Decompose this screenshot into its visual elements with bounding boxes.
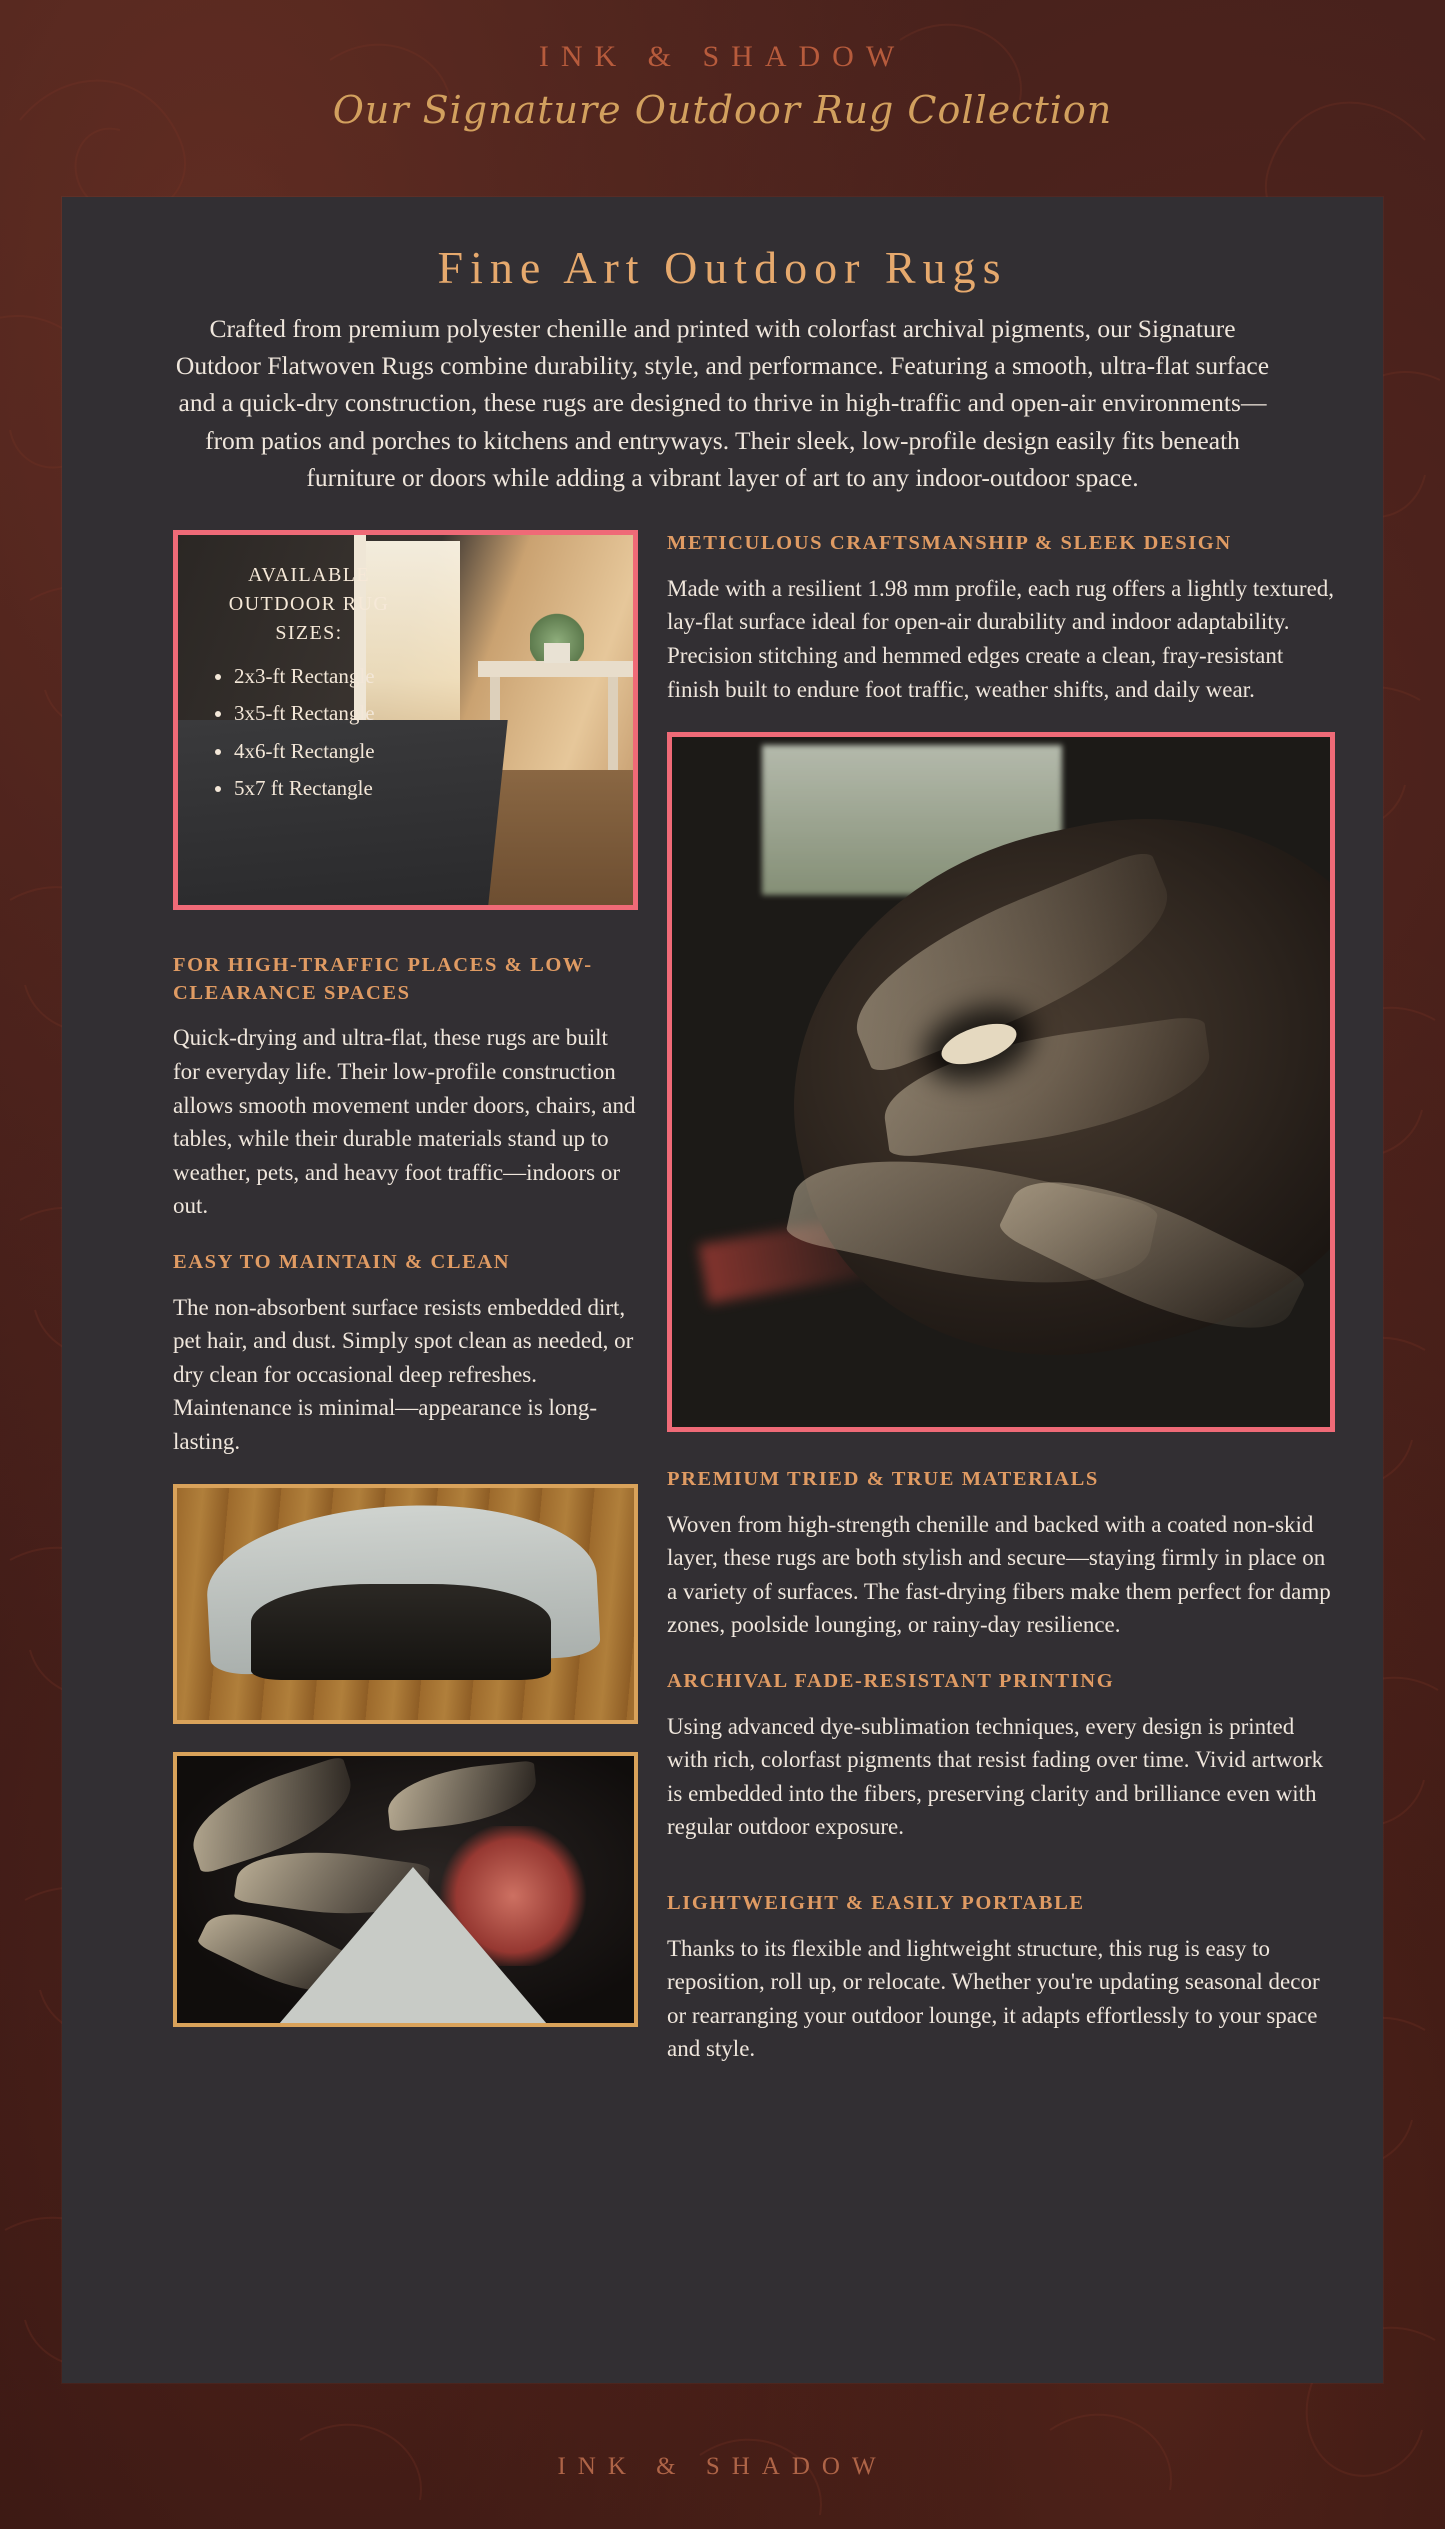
section-body-easy-clean: The non-absorbent surface resists embedded dirt, pet hair, and dust. Simply spot clean as needed, or dry clean for occasional deep refreshes. Maintenance is minimal—appearance is long-lasting. bbox=[173, 1294, 634, 1454]
list-item: • 4x6-ft Rectangle bbox=[234, 733, 418, 770]
section-body-high-traffic: Quick-drying and ultra-flat, these rugs are built for everyday life. Their low-profile construction allows smooth movement under doors, chairs, and tables, while their durable materials stand up to weather, pets, and heavy foot traffic—indoors or out. bbox=[173, 1025, 636, 1219]
photo-rug-artwork-corner bbox=[173, 1752, 638, 2027]
photo-rolled-rug bbox=[667, 732, 1335, 1432]
section-heading-easy-clean: EASY TO MAINTAIN & CLEAN bbox=[173, 1250, 511, 1273]
poster-header bbox=[0, 40, 1445, 132]
content-card bbox=[62, 197, 1383, 2383]
section-body-printing: Using advanced dye-sublimation techniques, every design is printed with rich, colorfast pigments that resist fading over time. Vivid artwork is embedded into the fibers, preserving clarity and brilliance even with regular outdoor exposure. bbox=[667, 1713, 1324, 1840]
section-heading-printing: ARCHIVAL FADE-RESISTANT PRINTING bbox=[667, 1670, 1115, 1693]
photo-folded-rug-backing bbox=[173, 1484, 638, 1724]
intro-paragraph: Crafted from premium polyester chenille and printed with colorfast archival pigments, our Signature Outdoor Flatwoven Rugs combine durability, style, and performance. Featuring a smooth, ultra-flat surface and a quick-dry construction, these rugs are designed to thrive in high-traffic and open-air environments—from patios and porches to kitchens and entryways. Their sleek, low-profile design easily fits beneath furniture or doors while adding a vibrant layer of art to any indoor-outdoor space. bbox=[175, 314, 1270, 492]
available-sizes-overlay bbox=[200, 561, 418, 808]
right-column bbox=[667, 530, 1335, 2092]
footer-brand: INK & SHADOW bbox=[557, 2453, 888, 2480]
available-sizes-title: AVAILABLE OUTDOOR RUG SIZES: bbox=[228, 564, 390, 645]
left-column bbox=[173, 530, 638, 2027]
collection-tagline: Our Signature Outdoor Rug Collection bbox=[332, 88, 1113, 132]
section-body-craftsmanship: Made with a resilient 1.98 mm profile, each rug offers a lightly textured, lay-flat surface ideal for open-air durability and indoor adaptability. Precision stitching and hemmed edges create a clean, fray-resistant finish built to endure foot traffic, weather shifts, and daily wear. bbox=[667, 575, 1335, 702]
section-heading-materials: PREMIUM TRIED & TRUE MATERIALS bbox=[667, 1468, 1099, 1491]
brand-name-top: INK & SHADOW bbox=[538, 40, 907, 73]
available-sizes-list bbox=[200, 658, 418, 808]
section-body-materials: Woven from high-strength chenille and backed with a coated non-skid layer, these rugs are both stylish and secure—staying firmly in place on a variety of surfaces. The fast-drying fibers make them perfect for damp zones, poolside lounging, or rainy-day resilience. bbox=[667, 1511, 1331, 1638]
section-body-portable: Thanks to its flexible and lightweight structure, this rug is easy to reposition, roll up, or relocate. Whether you're updating seasonal decor or rearranging your outdoor lounge, it adapts effortlessly to your space and style. bbox=[667, 1935, 1320, 2062]
section-heading-high-traffic: FOR HIGH-TRAFFIC PLACES & LOW-CLEARANCE SPACES bbox=[173, 954, 593, 1004]
list-item: • 3x5-ft Rectangle bbox=[234, 695, 418, 732]
list-item: • 5x7 ft Rectangle bbox=[234, 770, 418, 807]
section-heading-portable: LIGHTWEIGHT & EASILY PORTABLE bbox=[667, 1892, 1085, 1915]
page-title: Fine Art Outdoor Rugs bbox=[437, 242, 1008, 293]
photo-entryway-rug bbox=[173, 530, 638, 910]
list-item: • 2x3-ft Rectangle bbox=[234, 658, 418, 695]
section-heading-craftsmanship: METICULOUS CRAFTSMANSHIP & SLEEK DESIGN bbox=[667, 532, 1232, 555]
